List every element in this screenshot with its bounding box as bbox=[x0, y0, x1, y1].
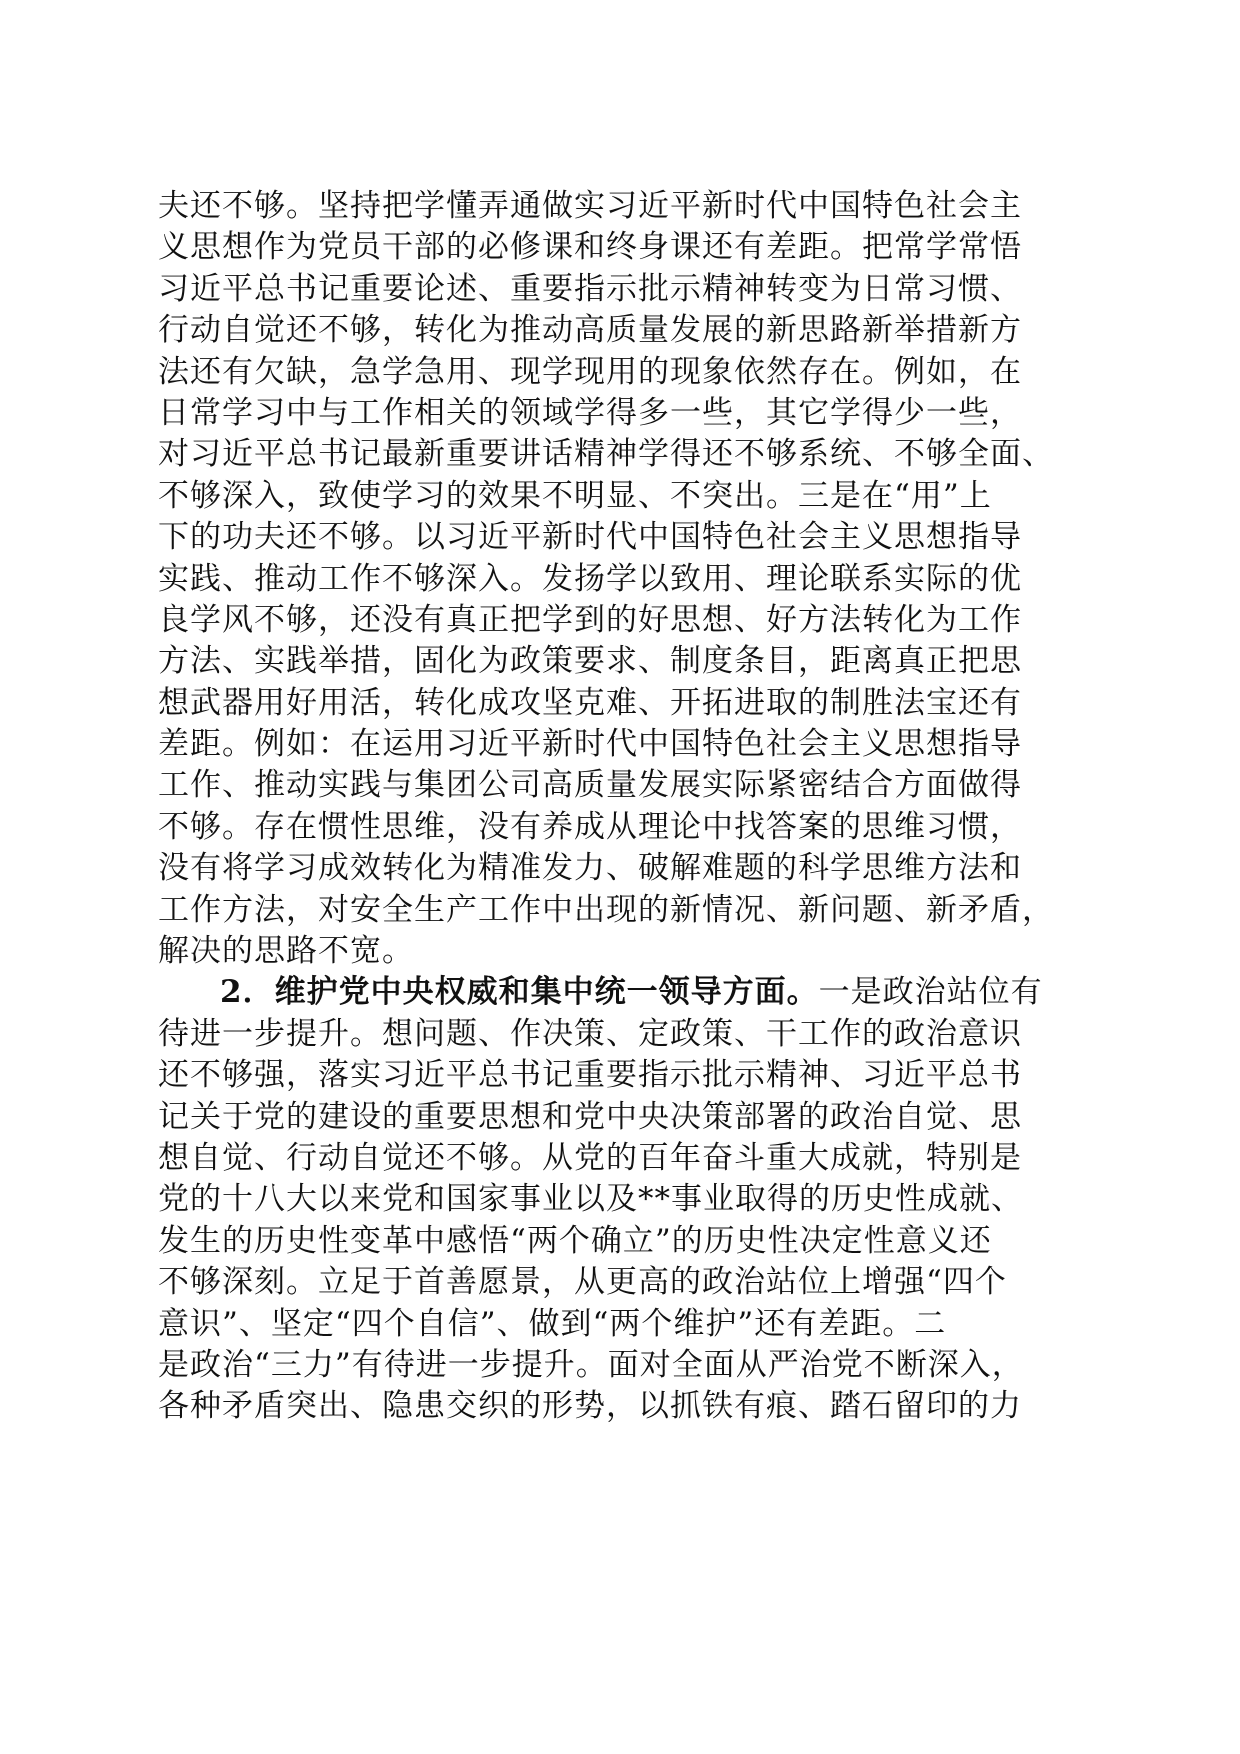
section-2-heading: 2．维护党中央权威和集中统一领导方面。 bbox=[220, 974, 819, 1011]
paragraph-line: 法还有欠缺，急学急用、现学现用的现象依然存在。例如，在 bbox=[158, 353, 1022, 390]
paragraph-line: 是政治“三力”有待进一步提升。面对全面从严治党不断深入， bbox=[158, 1346, 1024, 1383]
paragraph-line: 义思想作为党员干部的必修课和终身课还有差距。把常学常悟 bbox=[158, 229, 1022, 266]
section-2-first-line-text: 一是政治站位有 bbox=[818, 974, 1043, 1011]
paragraph-line: 党的十八大以来党和国家事业以及**事业取得的历史性成就、 bbox=[158, 1181, 1023, 1218]
paragraph-line: 下的功夫还不够。以习近平新时代中国特色社会主义思想指导 bbox=[158, 519, 1022, 556]
paragraph-line: 差距。例如：在运用习近平新时代中国特色社会主义思想指导 bbox=[158, 726, 1022, 763]
paragraph-line: 日常学习中与工作相关的领域学得多一些，其它学得少一些， bbox=[158, 394, 1022, 431]
document-body bbox=[158, 186, 1088, 1428]
paragraph-line: 不够。存在惯性思维，没有养成从理论中找答案的思维习惯， bbox=[158, 808, 1022, 845]
paragraph-line: 解决的思路不宽。 bbox=[158, 933, 414, 970]
paragraph-line: 行动自觉还不够，转化为推动高质量发展的新思路新举措新方 bbox=[158, 312, 1022, 349]
section-2-first-line bbox=[158, 972, 1088, 1013]
paragraph-line: 实践、推动工作不够深入。发扬学以致用、理论联系实际的优 bbox=[158, 560, 1022, 597]
paragraph-line: 各种矛盾突出、隐患交织的形势，以抓铁有痕、踏石留印的力 bbox=[158, 1388, 1022, 1425]
paragraph-line: 不够深入，致使学习的效果不明显、不突出。三是在“用”上 bbox=[158, 477, 992, 514]
paragraph-line: 工作方法，对安全生产工作中出现的新情况、新问题、新矛盾， bbox=[158, 891, 1054, 928]
paragraph-line: 发生的历史性变革中感悟“两个确立”的历史性决定性意义还 bbox=[158, 1222, 992, 1259]
paragraph-line: 没有将学习成效转化为精准发力、破解难题的科学思维方法和 bbox=[158, 850, 1022, 887]
paragraph-line: 意识”、坚定“四个自信”、做到“两个维护”还有差距。二 bbox=[158, 1305, 947, 1342]
paragraph-line: 方法、实践举措，固化为政策要求、制度条目，距离真正把思 bbox=[158, 643, 1022, 680]
paragraph-line: 良学风不够，还没有真正把学到的好思想、好方法转化为工作 bbox=[158, 601, 1022, 638]
paragraph-line: 对习近平总书记最新重要讲话精神学得还不够系统、不够全面、 bbox=[158, 436, 1054, 473]
paragraph-line: 待进一步提升。想问题、作决策、定政策、干工作的政治意识 bbox=[158, 1015, 1022, 1052]
paragraph-line: 还不够强，落实习近平总书记重要指示批示精神、习近平总书 bbox=[158, 1057, 1022, 1094]
paragraph-line: 夫还不够。坚持把学懂弄通做实习近平新时代中国特色社会主 bbox=[158, 188, 1022, 224]
paragraph-line: 习近平总书记重要论述、重要指示批示精神转变为日常习惯、 bbox=[158, 270, 1022, 307]
paragraph-line: 记关于党的建设的重要思想和党中央决策部署的政治自觉、思 bbox=[158, 1098, 1022, 1135]
paragraph-line: 想武器用好用活，转化成攻坚克难、开拓进取的制胜法宝还有 bbox=[158, 684, 1022, 721]
paragraph-line: 不够深刻。立足于首善愿景，从更高的政治站位上增强“四个 bbox=[158, 1264, 1007, 1301]
paragraph-line: 想自觉、行动自觉还不够。从党的百年奋斗重大成就，特别是 bbox=[158, 1139, 1022, 1176]
paragraph-line: 工作、推动实践与集团公司高质量发展实际紧密结合方面做得 bbox=[158, 767, 1022, 804]
